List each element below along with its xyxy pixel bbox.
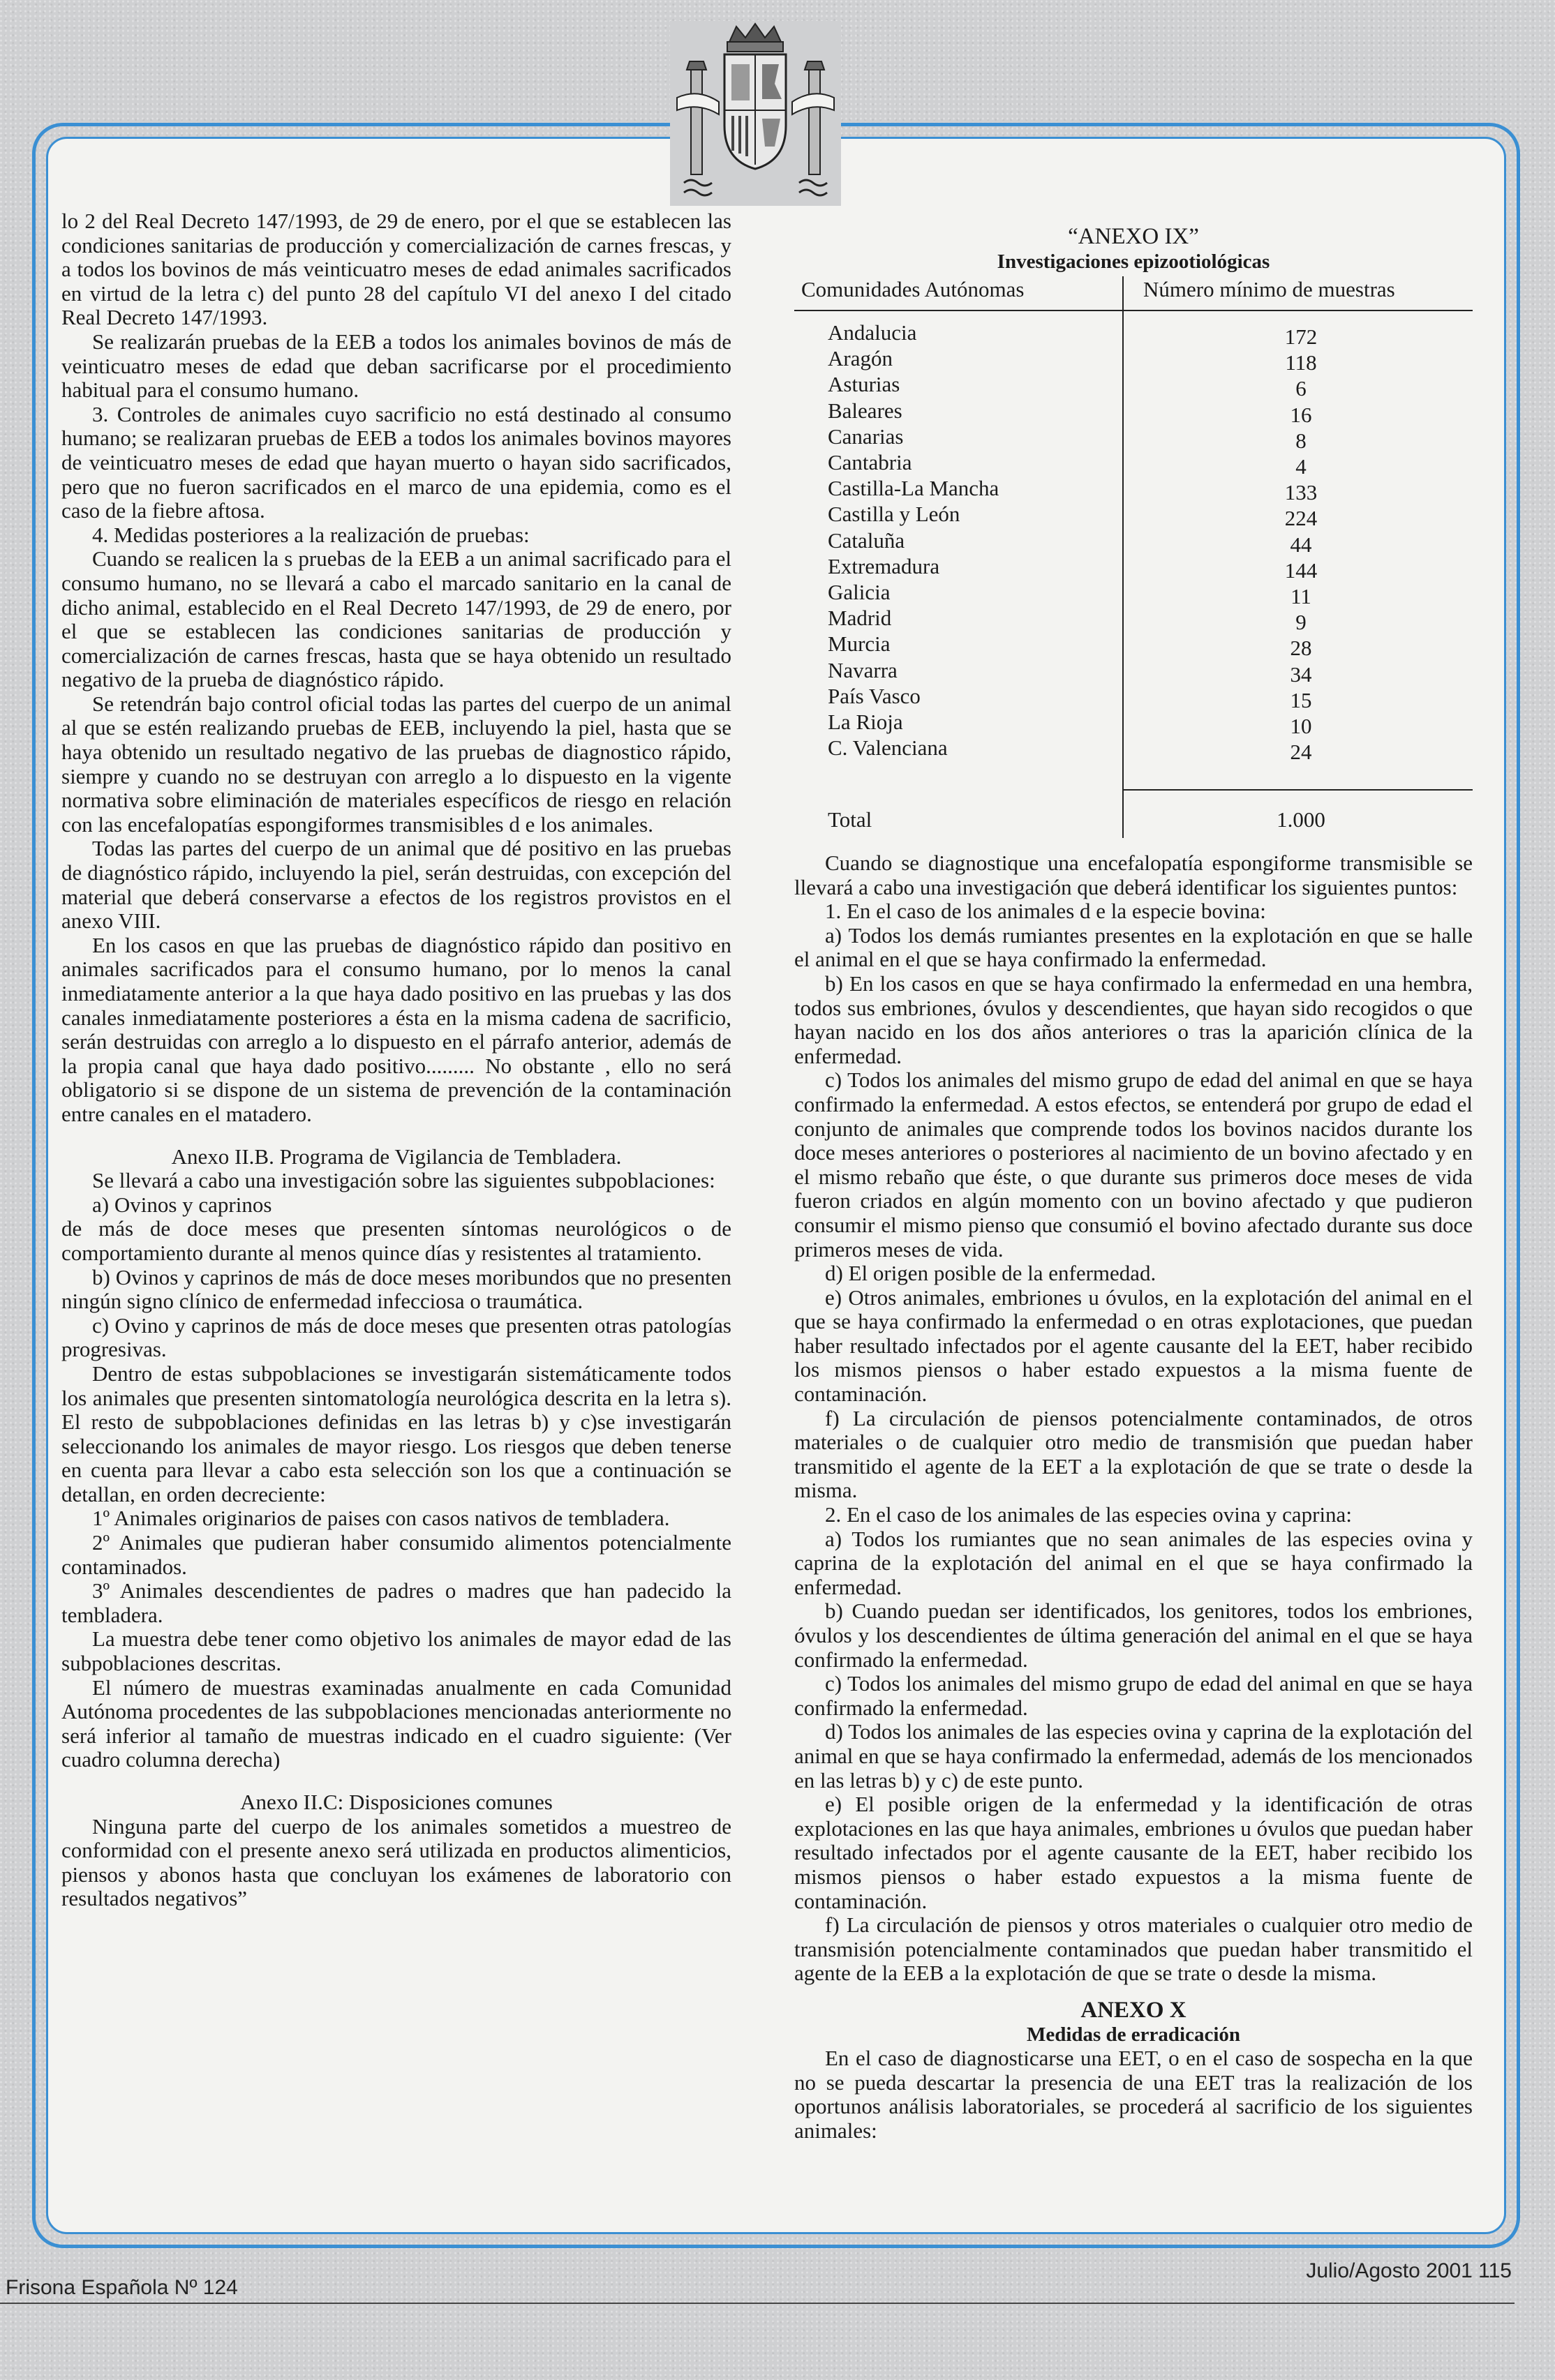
- right-paragraph: e) El posible origen de la enfermedad y la identificación de otras explotaciones en las que haya animales, embriones u óvulos que puedan haber resultado infectados por el agente causante de la EET, haber recibido los mismos piensos o haber estado expuestos a la misma fuente de contaminación.: [794, 1792, 1473, 1913]
- right-paragraph: a) Todos los rumiantes que no sean animales de las especies ovina y caprina de la explotación del animal en el que se haya confirmado la enfermedad.: [794, 1526, 1473, 1599]
- table-row-community: Cantabria: [828, 450, 912, 474]
- table-total-value: 1.000: [1277, 807, 1325, 832]
- table-row-community: Asturias: [828, 372, 900, 397]
- table-total-label: Total: [828, 807, 872, 832]
- table-row-community: Castilla-La Mancha: [828, 476, 999, 501]
- table-row-community: País Vasco: [828, 683, 921, 708]
- left-paragraph: Anexo II.C: Disposiciones comunes: [240, 1790, 553, 1814]
- anexo-x-subtitle: Medidas de erradicación: [1026, 2023, 1241, 2046]
- table-row-community: Aragón: [828, 346, 893, 371]
- table-row-samples: 44: [1290, 532, 1312, 557]
- left-paragraph: de más de doce meses que presenten síntomas neurológicos o de comportamiento durante al menos quince días y resistentes al tratamiento.: [61, 1216, 731, 1265]
- left-paragraph: 2º Animales que pudieran haber consumido alimentos potencialmente contaminados.: [61, 1530, 731, 1579]
- left-paragraph: La muestra debe tener como objetivo los animales de mayor edad de las subpoblaciones descritas.: [61, 1626, 731, 1676]
- table-row-samples: 133: [1284, 480, 1318, 505]
- table-row-community: Andalucia: [828, 320, 917, 345]
- table-row-community: La Rioja: [828, 710, 903, 734]
- table-row-samples: 224: [1284, 506, 1318, 531]
- right-paragraph: d) El origen posible de la enfermedad.: [825, 1261, 1156, 1286]
- left-paragraph: El número de muestras examinadas anualmente en cada Comunidad Autónoma procedentes de las subpoblaciones mencionadas anteriormente no será inferior al tamaño de muestras indicado en el cuadro siguiente: (Ver cuadro columna derecha): [61, 1675, 731, 1772]
- left-paragraph: 1º Animales originarios de paises con casos nativos de tembladera.: [92, 1506, 670, 1531]
- anexo-ix-subtitle: Investigaciones epizootiológicas: [997, 250, 1270, 273]
- left-paragraph: Se retendrán bajo control oficial todas las partes del cuerpo de un animal al que se estén realizando pruebas de EEB, incluyendo la piel, hasta que se haya obtenido un resultado negativo de las pruebas de diagnostico rápido, siempre y cuando no se destruyan con arreglo a lo dispuesto en la vigente normativa sobre eliminación de materiales específicos de riesgo en relación con las encefalopatías espongiformes transmisibles d e los animales.: [61, 691, 731, 837]
- table-row-community: Canarias: [828, 424, 904, 449]
- table-row-samples: 9: [1295, 610, 1307, 635]
- samples-table: [794, 276, 1473, 841]
- left-paragraph: lo 2 del Real Decreto 147/1993, de 29 de enero, por el que se establecen las condiciones sanitarias de producción y comercialización de carnes frescas, y a todos los bovinos de más veinticuatro meses de edad animales sacrificados en virtud de la letra c) del punto 28 del capítulo VI del anexo I del citado Real Decreto 147/1993.: [61, 209, 731, 330]
- footer-rule: [0, 2303, 1515, 2304]
- table-row-samples: 172: [1284, 324, 1318, 349]
- right-paragraph: a) Todos los demás rumiantes presentes en la explotación en que se halle el animal en el que se haya confirmado la enfermedad.: [794, 922, 1473, 972]
- left-paragraph: Ninguna parte del cuerpo de los animales sometidos a muestreo de conformidad con el presente anexo será utilizada en productos alimenticios, piensos y abonos hasta que concluyan los exámenes de laboratorio con resultados negativos”: [61, 1813, 731, 1911]
- table-row-community: C. Valenciana: [828, 735, 948, 761]
- right-paragraph: Cuando se diagnostique una encefalopatía espongiforme transmisible se llevará a cabo una investigación que deberá identificar los siguientes puntos:: [794, 851, 1473, 899]
- table-row-samples: 8: [1295, 428, 1307, 453]
- left-paragraph: a) Ovinos y caprinos: [92, 1192, 272, 1217]
- left-paragraph: c) Ovino y caprinos de más de doce meses que presenten otras patologías progresivas.: [61, 1312, 731, 1362]
- table-row-community: Galicia: [828, 580, 891, 604]
- table-row-samples: 6: [1295, 376, 1307, 401]
- left-paragraph: b) Ovinos y caprinos de más de doce meses moribundos que no presenten ningún signo clínico de enfermedad infecciosa o traumática.: [61, 1264, 731, 1314]
- left-paragraph: Se realizarán pruebas de la EEB a todos los animales bovinos de más de veinticuatro meses de edad que deban sacrificarse por el procedimiento habitual para el consumo humano.: [61, 329, 731, 403]
- left-paragraph: 3. Controles de animales cuyo sacrificio no está destinado al consumo humano; se realizaran pruebas de EEB a todos los animales bovinos mayores de veinticuatro meses de edad que hayan muerto o hayan sido sacrificados, pero que no fueron sacrificados en el marco de una epidemia, como es el caso de la fiebre aftosa.: [61, 401, 731, 523]
- table-row-community: Castilla y León: [828, 502, 960, 527]
- footer-publication: Frisona Española Nº 124: [6, 2276, 238, 2299]
- anexo-ix-title: “ANEXO IX”: [1068, 224, 1199, 249]
- table-row-community: Navarra: [828, 657, 898, 682]
- table-header-samples: Número mínimo de muestras: [1143, 277, 1395, 301]
- table-row-samples: 11: [1290, 584, 1311, 608]
- right-paragraph: 2. En el caso de los animales de las especies ovina y caprina:: [825, 1502, 1352, 1527]
- right-paragraph: f) La circulación de piensos potencialmente contaminados, de otros materiales o de cualquier otro medio de transmisión que puedan haber transmitido el agente de la EET a la explotación de que se trate o desde la misma.: [794, 1405, 1473, 1503]
- table-row-community: Murcia: [828, 631, 891, 657]
- table-column-divider: [1122, 276, 1124, 838]
- coat-of-arms-logo: [670, 21, 841, 206]
- right-paragraph: c) Todos los animales del mismo grupo de edad del animal en que se haya confirmado la enfermedad. A estos efectos, se entenderá por grupo de edad el conjunto de animales que comprende todos los bovinos nacidos durante los doce meses anteriores o posteriores al nacimiento de un bovino afectado y en el mismo rebaño que éste, o que durante sus primeros doce meses de vida fueron criados en algún momento con un bovino afectado y que pudieron consumir el mismo pienso que consumió el bovino afectado durante sus doce primeros meses de vida.: [794, 1068, 1473, 1262]
- left-paragraph: 4. Medidas posteriores a la realización de pruebas:: [92, 522, 530, 547]
- right-paragraph: c) Todos los animales del mismo grupo de edad del animal en que se haya confirmado la enfermedad.: [794, 1671, 1473, 1720]
- table-row-samples: 10: [1290, 714, 1312, 738]
- left-column: [61, 209, 731, 1911]
- left-paragraph: 3º Animales descendientes de padres o madres que han padecido la tembladera.: [61, 1578, 731, 1627]
- table-header-row: [794, 276, 1473, 311]
- left-paragraph: Cuando se realicen la s pruebas de la EEB a un animal sacrificado para el consumo humano, no se llevará a cabo el marcado sanitario en la canal de dicho animal, establecido en el Real Decreto 147/1993, de 29 de enero, por el que se establecen las condiciones sanitarias de producción y comercialización de carnes frescas, hasta que se haya obtenido un resultado negativo de la prueba de diagnóstico rápido.: [61, 546, 731, 692]
- table-header-communities: Comunidades Autónomas: [801, 277, 1025, 301]
- table-row-community: Extremadura: [828, 553, 940, 578]
- right-paragraph: d) Todos los animales de las especies ovina y caprina de la explotación del animal en que se haya confirmado la enfermedad, además de los mencionados en las letras b) y c) de este punto.: [794, 1719, 1473, 1793]
- table-row-samples: 15: [1290, 687, 1312, 712]
- footer-date-page: Julio/Agosto 2001 115: [1306, 2259, 1512, 2282]
- table-row-samples: 28: [1290, 636, 1312, 661]
- right-paragraph: 1. En el caso de los animales d e la especie bovina:: [825, 899, 1266, 924]
- left-paragraph: Todas las partes del cuerpo de un animal que dé positivo en las pruebas de diagnóstico rápido, incluyendo la piel, serán destruidas, con excepción del material que deberá conservarse a efectos de los registros provistos en el anexo VIII.: [61, 836, 731, 934]
- table-row-community: Baleares: [828, 398, 902, 423]
- table-row-samples: 34: [1290, 661, 1312, 687]
- table-row-samples: 118: [1285, 350, 1317, 375]
- right-paragraph: b) En los casos en que se haya confirmado la enfermedad en una hembra, todos sus embriones, óvulos y descendientes, que hayan sido recogidos o que hayan nacido en los dos años anteriores o tras la aparición clínica de la enfermedad.: [794, 971, 1473, 1068]
- right-column: [794, 223, 1473, 2143]
- anexo-x-text: En el caso de diagnosticarse una EET, o en el caso de sospecha en la que no se pueda descartar la presencia de una EET tras la realización de los oportunos análisis laboratoriales, se procederá al sacrificio de los siguientes animales:: [794, 2046, 1473, 2143]
- left-paragraph: Dentro de estas subpoblaciones se investigarán sistemáticamente todos los animales que presenten sintomatología neurológica descrita en la letra s). El resto de subpoblaciones definidas en las letras b) y c)se investigarán seleccionando los animales de mayor riesgo. Los riesgos que deben tenerse en cuenta para llevar a cabo esta selección son los que a continuación se detallan, en orden decreciente:: [61, 1361, 731, 1506]
- left-paragraph: En los casos en que las pruebas de diagnóstico rápido dan positivo en animales sacrificados para el consumo humano, por lo menos la canal inmediatamente anterior a la que haya dado positivo en las pruebas y las dos canales inmediatamente posteriores a ésta en la misma cadena de sacrificio, serán destruidas con arreglo a lo dispuesto en el párrafo anterior, además de la propia canal que haya dado positivo......... No obstante , ello no será obligatorio si se dispone de un sistema de prevención de la contaminación entre canales en el matadero.: [61, 932, 731, 1126]
- table-row-samples: 4: [1295, 454, 1307, 479]
- table-row-samples: 24: [1290, 740, 1312, 765]
- anexo-x-title: ANEXO X: [1080, 1997, 1186, 2023]
- table-row-samples: 16: [1290, 402, 1312, 427]
- table-row-samples: 144: [1284, 557, 1318, 583]
- right-paragraph: b) Cuando puedan ser identificados, los genitores, todos los embriones, óvulos y los descendientes de última generación del animal en el que se haya confirmado la enfermedad.: [794, 1599, 1473, 1672]
- table-row-community: Cataluña: [828, 527, 905, 553]
- table-row-community: Madrid: [828, 606, 892, 631]
- right-paragraph: f) La circulación de piensos y otros materiales o cualquier otro medio de transmisión potencialmente contaminados que puedan haber transmitido el agente de la EEB a la explotación de que se trate o desde la misma.: [794, 1913, 1473, 1986]
- right-column-text: [794, 851, 1473, 1986]
- right-paragraph: e) Otros animales, embriones u óvulos, en la explotación del animal en el que se haya confirmado la enfermedad o en otras explotaciones, que puedan haber resultado infectados por el agente causante del la EET, haber recibido los mismos piensos o haber estado expuestos a la misma fuente de contaminación.: [794, 1285, 1473, 1407]
- table-total-rule: [1122, 789, 1473, 791]
- left-paragraph: Anexo II.B. Programa de Vigilancia de Tembladera.: [171, 1144, 622, 1169]
- left-paragraph: Se llevará a cabo una investigación sobre las siguientes subpoblaciones:: [92, 1168, 715, 1193]
